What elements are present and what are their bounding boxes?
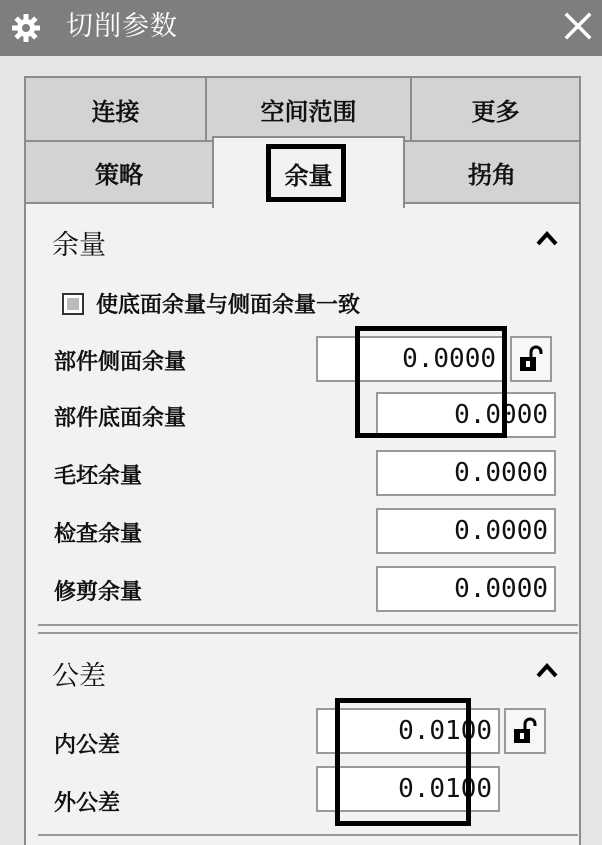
tab-spatial-range[interactable] — [205, 76, 412, 142]
outtol-input[interactable] — [316, 766, 500, 812]
section-divider — [38, 632, 578, 634]
dialog-panel — [0, 56, 602, 845]
title-bar — [0, 0, 602, 56]
outtol-label: 外公差 — [54, 791, 121, 816]
tab-connect[interactable] — [24, 76, 207, 142]
blank-allowance-input[interactable] — [376, 450, 556, 496]
tab-corner[interactable] — [403, 140, 581, 204]
blank-allowance-label: 毛坯余量 — [54, 464, 143, 489]
tolerance-section-title: 公差 — [52, 661, 106, 692]
consistent-allowance-checkbox-row[interactable] — [62, 288, 360, 319]
tab-label: 策略 — [95, 160, 143, 189]
collapse-caret-icon[interactable] — [532, 658, 562, 682]
field-value: 0.0100 — [398, 716, 492, 746]
field-value: 0.0100 — [398, 774, 492, 804]
intol-input[interactable] — [316, 708, 500, 754]
section-divider — [38, 624, 578, 626]
field-value: 0.0000 — [454, 400, 548, 430]
tab-allowance[interactable] — [212, 136, 405, 208]
window-title: 切削参数 — [66, 11, 178, 42]
collapse-caret-icon[interactable] — [532, 226, 562, 250]
close-icon[interactable] — [558, 6, 598, 46]
trim-allowance-input[interactable] — [376, 566, 556, 612]
tab-strategy[interactable] — [24, 140, 214, 204]
tab-label: 连接 — [91, 97, 140, 126]
tab-label: 拐角 — [468, 160, 516, 189]
part-floor-allowance-label: 部件底面余量 — [54, 406, 187, 431]
tab-label: 空间范围 — [260, 97, 357, 126]
consistent-allowance-checkbox[interactable] — [62, 293, 84, 315]
checkbox-label: 使底面余量与侧面余量一致 — [96, 293, 361, 318]
field-value: 0.0000 — [402, 344, 496, 374]
check-allowance-input[interactable] — [376, 508, 556, 554]
part-floor-allowance-input[interactable] — [376, 392, 556, 438]
part-side-allowance-label: 部件侧面余量 — [54, 350, 187, 375]
tab-label: 余量 — [284, 161, 333, 190]
trim-allowance-label: 修剪余量 — [54, 580, 143, 605]
section-divider — [38, 834, 578, 836]
unlock-icon[interactable] — [510, 336, 552, 382]
part-side-allowance-input[interactable] — [316, 336, 504, 382]
field-value: 0.0000 — [454, 574, 548, 604]
tab-label: 更多 — [471, 97, 520, 126]
field-value: 0.0000 — [454, 458, 548, 488]
field-value: 0.0000 — [454, 516, 548, 546]
intol-label: 内公差 — [54, 733, 121, 758]
tab-more[interactable] — [410, 76, 581, 142]
gear-icon[interactable] — [10, 12, 42, 44]
allowance-section-title: 余量 — [52, 230, 106, 261]
unlock-icon[interactable] — [504, 708, 546, 754]
check-allowance-label: 检查余量 — [54, 522, 143, 547]
